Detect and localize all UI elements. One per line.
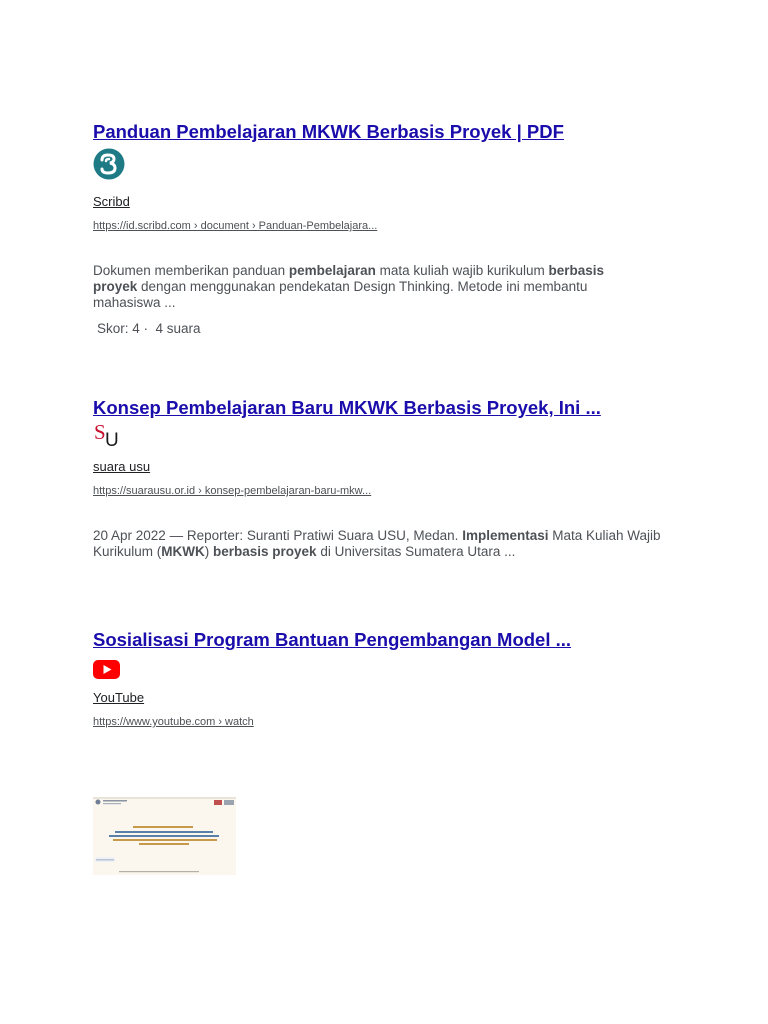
result-url-link[interactable]: https://id.scribd.com › document › Panduan-Pembelajara...: [93, 220, 378, 232]
result-title-link[interactable]: Konsep Pembelajaran Baru MKWK Berbasis Proyek, Ini ...: [93, 397, 601, 418]
search-result: [93, 121, 693, 337]
result-source-link[interactable]: Scribd: [93, 194, 130, 209]
suara-usu-icon: [93, 422, 693, 453]
result-url-link[interactable]: https://suarausu.or.id › konsep-pembelajaran-baru-mkw...: [93, 485, 372, 497]
result-source-link[interactable]: suara usu: [93, 459, 151, 474]
youtube-icon: [93, 660, 693, 684]
rating-votes: 4 suara: [155, 321, 201, 336]
svg-text:U: U: [105, 430, 119, 448]
scribd-icon: [93, 148, 693, 185]
rating-score: Skor: 4 ·: [97, 321, 149, 336]
svg-text:S: S: [94, 422, 106, 444]
search-result: [93, 629, 693, 729]
search-result: [93, 397, 693, 560]
result-title-link[interactable]: Sosialisasi Program Bantuan Pengembangan Model ...: [93, 629, 572, 650]
video-thumbnail[interactable]: [93, 797, 236, 875]
result-title-link[interactable]: Panduan Pembelajaran MKWK Berbasis Proyek | PDF: [93, 121, 564, 142]
result-snippet: 20 Apr 2022 — Reporter: Suranti Pratiwi Suara USU, Medan. Implementasi Mata Kuliah Wajib Kurikulum (MKWK) berbasis proyek di Universitas Sumatera Utara ...: [93, 528, 661, 559]
result-source-link[interactable]: YouTube: [93, 690, 145, 705]
result-rating: [93, 321, 693, 337]
result-snippet: Dokumen memberikan panduan pembelajaran mata kuliah wajib kurikulum berbasis proyek dengan menggunakan pendekatan Design Thinking. Metode ini membantu mahasiswa ...: [93, 263, 605, 310]
result-url-link[interactable]: https://www.youtube.com › watch: [93, 716, 254, 728]
